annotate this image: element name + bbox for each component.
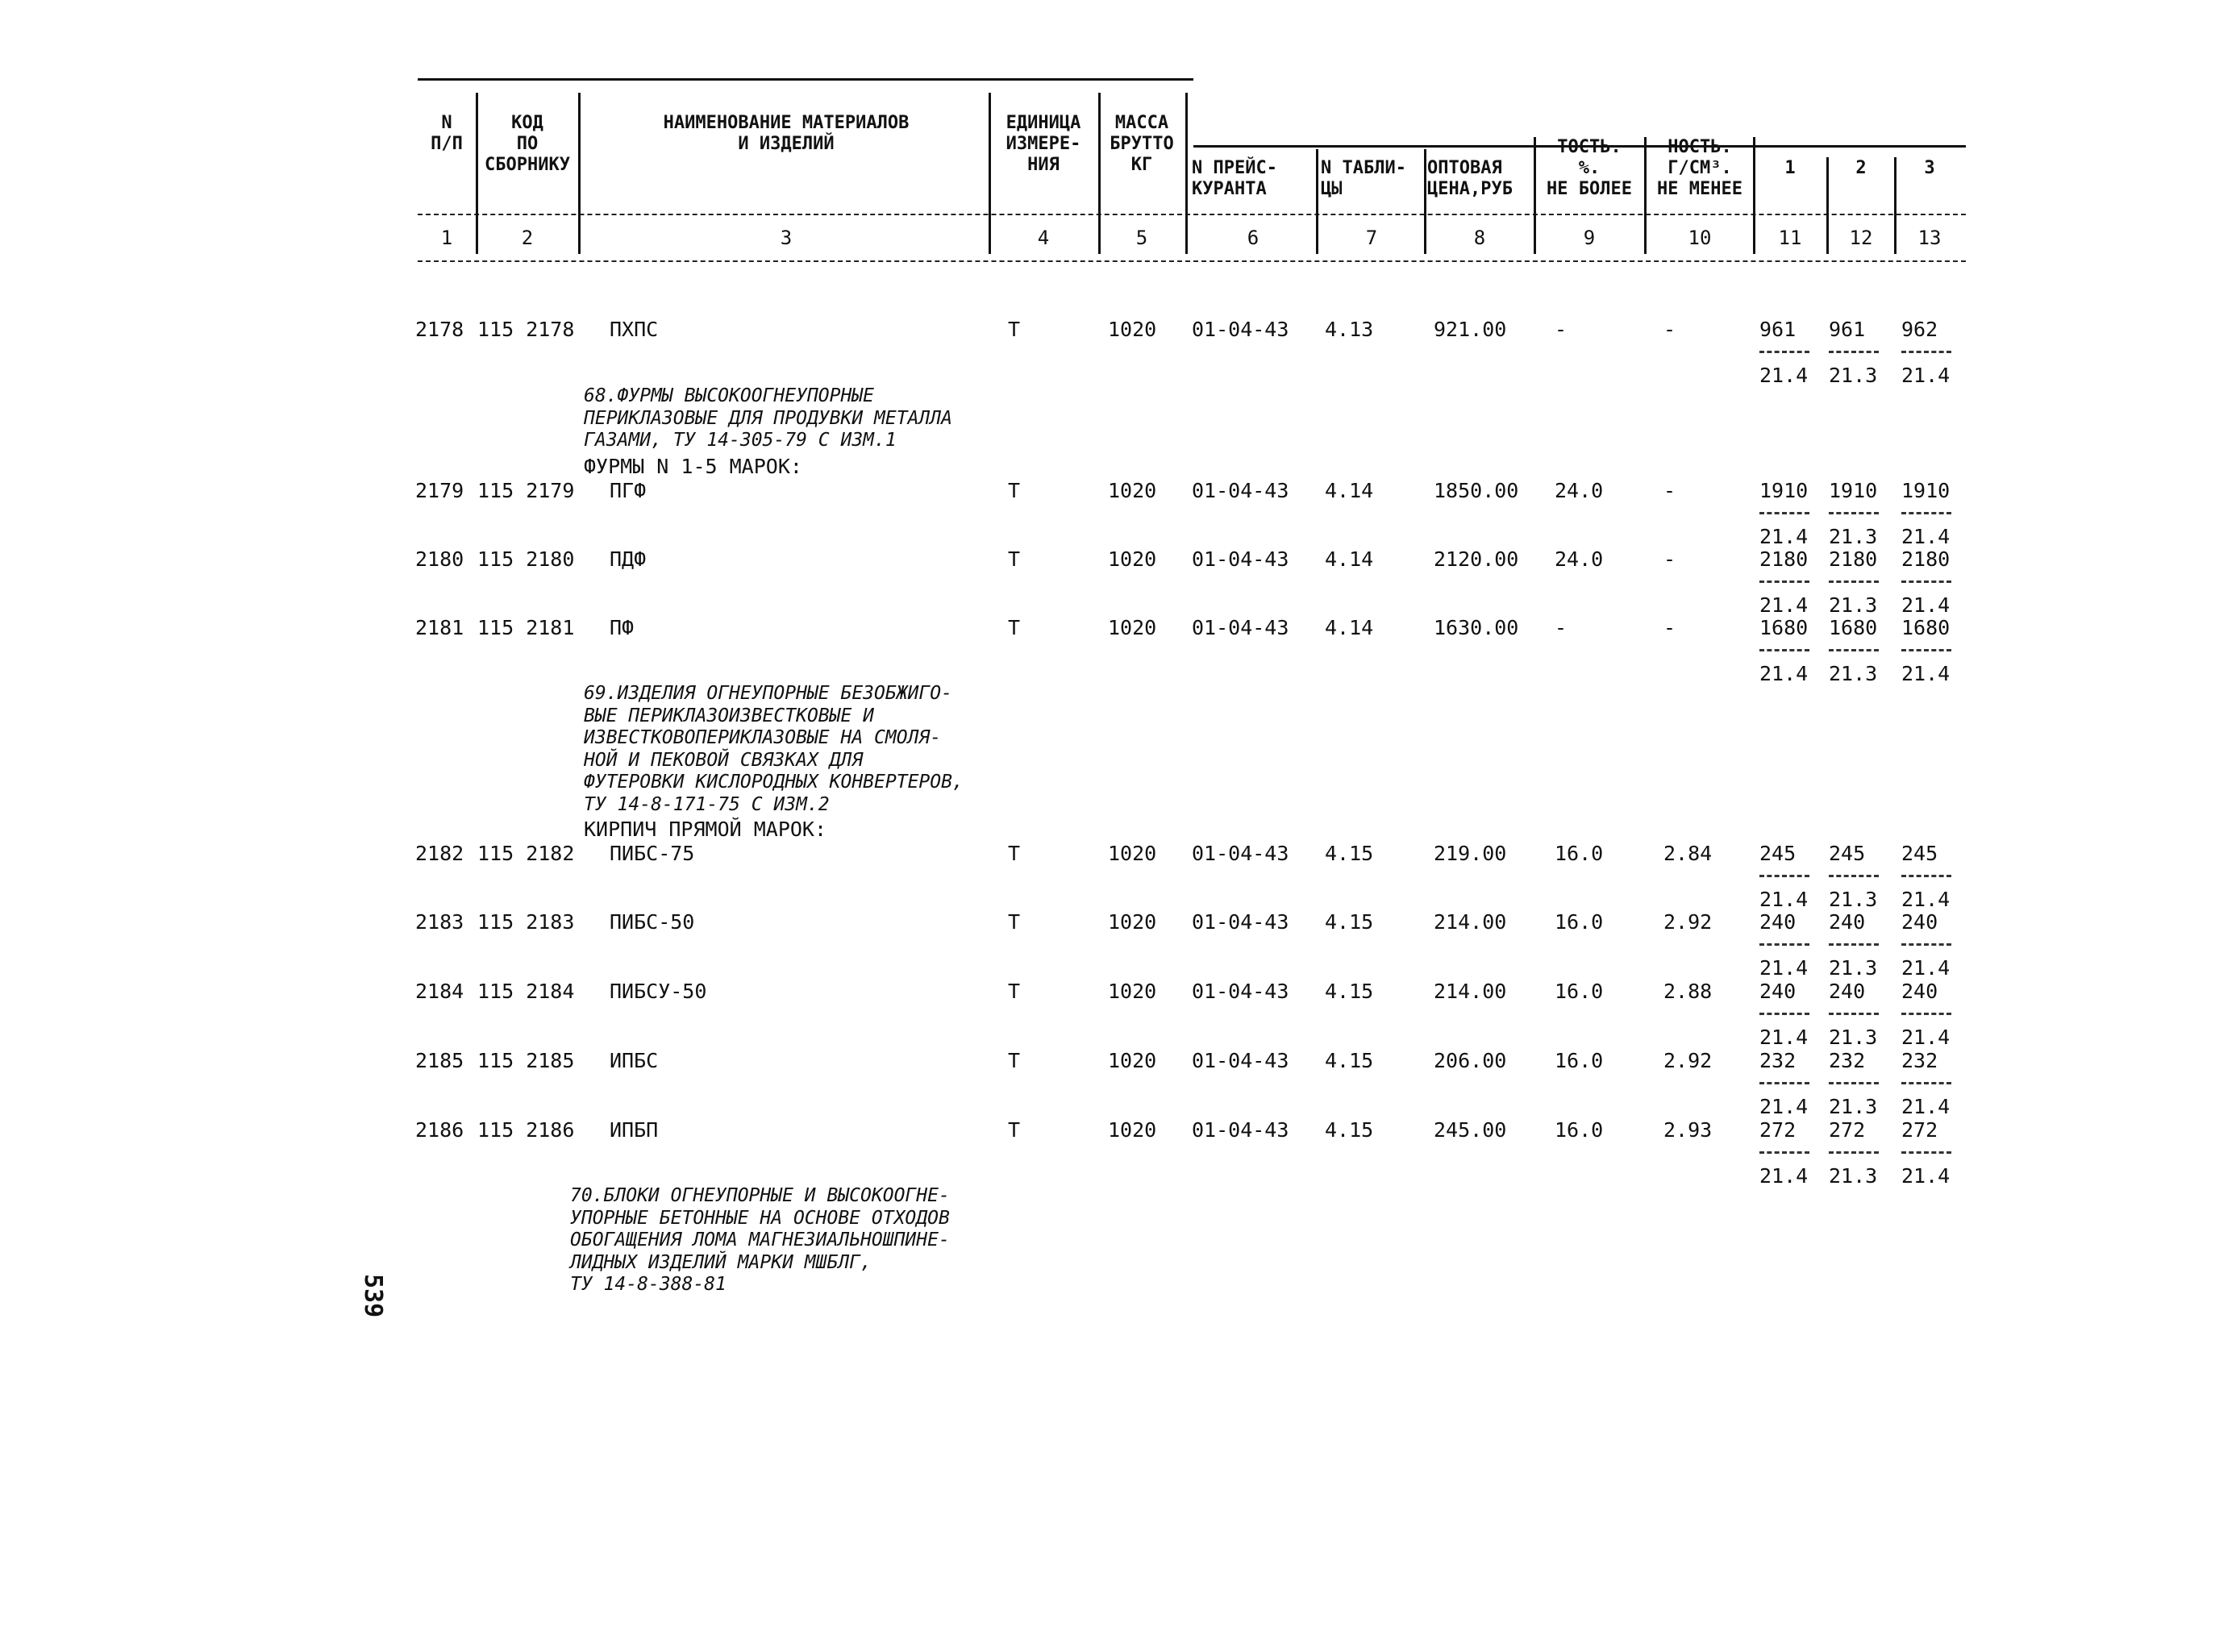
row-unit: Т [1008, 980, 1021, 1003]
col-divider [476, 93, 478, 254]
row-denominator-2: 21.3 [1829, 593, 1878, 617]
row-mass: 1020 [1108, 1118, 1157, 1142]
col-divider [1826, 157, 1829, 254]
fraction-line [1829, 1013, 1879, 1015]
header-col-5: МАССА БРУТТО КГ [1110, 113, 1174, 175]
row-table: 4.15 [1325, 1049, 1374, 1072]
row-price-list: 01-04-43 [1192, 547, 1289, 571]
row-value-3: 1910 [1901, 479, 1951, 502]
row-denominator-2: 21.3 [1829, 956, 1878, 980]
row-mass: 1020 [1108, 1049, 1157, 1072]
col-divider [1644, 137, 1647, 254]
row-price-list: 01-04-43 [1192, 1049, 1289, 1072]
fraction-line [1759, 875, 1809, 877]
row-unit: Т [1008, 1118, 1021, 1142]
row-denominator-3: 21.4 [1901, 956, 1951, 980]
row-denominator-3: 21.4 [1901, 1164, 1951, 1188]
row-value-3: 1680 [1901, 616, 1951, 639]
row-denominator-2: 21.3 [1829, 1164, 1878, 1188]
row-name: ПДФ [610, 547, 647, 571]
row-unit: Т [1008, 547, 1021, 571]
row-col10: - [1663, 547, 1676, 571]
row-denominator-3: 21.4 [1901, 364, 1951, 387]
col-divider [1753, 137, 1755, 254]
row-col10: 2.84 [1663, 842, 1713, 865]
row-mass: 1020 [1108, 842, 1157, 865]
row-col10: 2.93 [1663, 1118, 1713, 1142]
header-bottom-rule [418, 260, 1966, 262]
row-value-3: 272 [1901, 1118, 1938, 1142]
row-name: ИПБП [610, 1118, 659, 1142]
row-value-3: 245 [1901, 842, 1938, 865]
header-col-6: N ПРЕЙС- КУРАНТА [1192, 158, 1277, 199]
row-value-2: 232 [1829, 1049, 1866, 1072]
column-number: 8 [1473, 227, 1486, 249]
row-value-1: 232 [1759, 1049, 1797, 1072]
row-table: 4.14 [1325, 547, 1374, 571]
header-col-13: 3 [1924, 158, 1935, 178]
row-denominator-3: 21.4 [1901, 662, 1951, 685]
row-denominator-2: 21.3 [1829, 1095, 1878, 1118]
row-price: 1850.00 [1434, 479, 1519, 502]
column-number: 2 [521, 227, 534, 249]
col-divider [989, 93, 991, 254]
row-value-3: 240 [1901, 980, 1938, 1003]
column-number: 13 [1917, 227, 1942, 249]
row-table: 4.15 [1325, 910, 1374, 934]
row-name: ИПБС [610, 1049, 659, 1072]
row-col9: 24.0 [1555, 547, 1604, 571]
row-denominator-1: 21.4 [1759, 1164, 1809, 1188]
row-name: ПИБС-75 [610, 842, 695, 865]
fraction-line [1829, 351, 1879, 353]
row-value-1: 245 [1759, 842, 1797, 865]
col-divider [1534, 137, 1536, 254]
row-price: 219.00 [1434, 842, 1507, 865]
header-col-1: N П/П [431, 113, 463, 154]
fraction-line [1759, 943, 1809, 946]
fraction-line [1901, 351, 1951, 353]
row-table: 4.14 [1325, 616, 1374, 639]
row-col9: 16.0 [1555, 910, 1604, 934]
row-table: 4.14 [1325, 479, 1374, 502]
row-denominator-1: 21.4 [1759, 888, 1809, 911]
row-denominator-2: 21.3 [1829, 364, 1878, 387]
row-value-3: 2180 [1901, 547, 1951, 571]
row-value-2: 1680 [1829, 616, 1878, 639]
row-denominator-2: 21.3 [1829, 888, 1878, 911]
row-value-2: 240 [1829, 980, 1866, 1003]
header-col-2: КОД ПО СБОРНИКУ [485, 113, 570, 175]
fraction-line [1829, 875, 1879, 877]
fraction-line [1829, 1082, 1879, 1084]
row-denominator-1: 21.4 [1759, 1026, 1809, 1049]
row-mass: 1020 [1108, 318, 1157, 341]
row-table: 4.15 [1325, 842, 1374, 865]
fraction-line [1829, 943, 1879, 946]
row-col10: 2.92 [1663, 910, 1713, 934]
row-price-list: 01-04-43 [1192, 1118, 1289, 1142]
row-code: 115 2179 [477, 479, 575, 502]
fraction-line [1901, 512, 1951, 514]
row-col9: - [1555, 318, 1568, 341]
row-price: 214.00 [1434, 910, 1507, 934]
fraction-line [1829, 649, 1879, 651]
row-denominator-3: 21.4 [1901, 1026, 1951, 1049]
row-price-list: 01-04-43 [1192, 842, 1289, 865]
row-denominator-3: 21.4 [1901, 888, 1951, 911]
row-price-list: 01-04-43 [1192, 479, 1289, 502]
row-price-list: 01-04-43 [1192, 616, 1289, 639]
row-number: 2186 [415, 1118, 464, 1142]
row-col10: - [1663, 616, 1676, 639]
row-price: 2120.00 [1434, 547, 1519, 571]
fraction-line [1759, 1151, 1809, 1154]
row-col10: 2.88 [1663, 980, 1713, 1003]
row-number: 2185 [415, 1049, 464, 1072]
row-mass: 1020 [1108, 479, 1157, 502]
row-value-2: 245 [1829, 842, 1866, 865]
row-price-list: 01-04-43 [1192, 910, 1289, 934]
col-divider [578, 93, 581, 254]
row-price-list: 01-04-43 [1192, 980, 1289, 1003]
fraction-line [1759, 351, 1809, 353]
column-number: 12 [1849, 227, 1873, 249]
row-number: 2181 [415, 616, 464, 639]
row-code: 115 2178 [477, 318, 575, 341]
row-name: ПФ [610, 616, 635, 639]
row-price: 921.00 [1434, 318, 1507, 341]
column-number: 6 [1247, 227, 1259, 249]
row-code: 115 2180 [477, 547, 575, 571]
row-code: 115 2186 [477, 1118, 575, 1142]
row-unit: Т [1008, 1049, 1021, 1072]
row-price: 245.00 [1434, 1118, 1507, 1142]
row-col9: 16.0 [1555, 1118, 1604, 1142]
column-number: 3 [780, 227, 793, 249]
row-number: 2180 [415, 547, 464, 571]
header-col-4: ЕДИНИЦА ИЗМЕРЕ- НИЯ [1006, 113, 1081, 175]
row-unit: Т [1008, 616, 1021, 639]
col-divider [1185, 93, 1188, 254]
fraction-line [1829, 580, 1879, 583]
row-value-1: 240 [1759, 980, 1797, 1003]
header-col-10: НОСТЬ. Г/СМ³. НЕ МЕНЕЕ [1657, 137, 1742, 199]
column-number: 7 [1365, 227, 1378, 249]
fraction-line [1901, 943, 1951, 946]
row-number: 2182 [415, 842, 464, 865]
row-unit: Т [1008, 910, 1021, 934]
row-col9: 16.0 [1555, 842, 1604, 865]
fraction-line [1759, 649, 1809, 651]
header-col-12: 2 [1855, 158, 1867, 178]
row-number: 2179 [415, 479, 464, 502]
row-number: 2178 [415, 318, 464, 341]
fraction-line [1901, 1151, 1951, 1154]
row-table: 4.15 [1325, 980, 1374, 1003]
row-col9: 16.0 [1555, 980, 1604, 1003]
col-divider [1424, 149, 1426, 254]
row-value-2: 1910 [1829, 479, 1878, 502]
fraction-line [1759, 580, 1809, 583]
row-value-1: 1680 [1759, 616, 1809, 639]
header-col-11: 1 [1784, 158, 1796, 178]
row-name: ПИБСУ-50 [610, 980, 707, 1003]
row-number: 2184 [415, 980, 464, 1003]
section-68-title: 68.ФУРМЫ ВЫСОКООГНЕУПОРНЫЕ ПЕРИКЛАЗОВЫЕ ДЛЯ ПРОДУВКИ МЕТАЛЛА ГАЗАМИ, ТУ 14-305-79 С ИЗМ.1 [584, 385, 952, 451]
row-price-list: 01-04-43 [1192, 318, 1289, 341]
row-denominator-1: 21.4 [1759, 593, 1809, 617]
row-denominator-1: 21.4 [1759, 1095, 1809, 1118]
row-denominator-3: 21.4 [1901, 525, 1951, 548]
row-denominator-3: 21.4 [1901, 593, 1951, 617]
row-value-1: 240 [1759, 910, 1797, 934]
row-value-2: 272 [1829, 1118, 1866, 1142]
page-number: 539 [359, 1274, 387, 1318]
section-68-subtitle: ФУРМЫ N 1-5 МАРОК: [584, 455, 802, 478]
row-table: 4.13 [1325, 318, 1374, 341]
row-number: 2183 [415, 910, 464, 934]
row-code: 115 2185 [477, 1049, 575, 1072]
header-col-3: НАИМЕНОВАНИЕ МАТЕРИАЛОВ И ИЗДЕЛИЙ [663, 113, 910, 154]
section-69-title: 69.ИЗДЕЛИЯ ОГНЕУПОРНЫЕ БЕЗОБЖИГО- ВЫЕ ПЕРИКЛАЗОИЗВЕСТКОВЫЕ И ИЗВЕСТКОВОПЕРИКЛАЗОВЫЕ НА СМОЛЯ- НОЙ И ПЕКОВОЙ СВЯЗКАХ ДЛЯ ФУТЕРОВКИ КИСЛОРОДНЫХ КОНВЕРТЕРОВ, ТУ 14-8-171-75 С ИЗМ.2 [584, 683, 964, 815]
fraction-line [1829, 512, 1879, 514]
row-code: 115 2184 [477, 980, 575, 1003]
row-unit: Т [1008, 318, 1021, 341]
row-value-1: 1910 [1759, 479, 1809, 502]
row-unit: Т [1008, 842, 1021, 865]
row-denominator-3: 21.4 [1901, 1095, 1951, 1118]
row-value-2: 961 [1829, 318, 1866, 341]
row-denominator-1: 21.4 [1759, 956, 1809, 980]
row-value-1: 272 [1759, 1118, 1797, 1142]
row-unit: Т [1008, 479, 1021, 502]
row-col9: 16.0 [1555, 1049, 1604, 1072]
column-number: 11 [1778, 227, 1802, 249]
row-col9: 24.0 [1555, 479, 1604, 502]
row-mass: 1020 [1108, 616, 1157, 639]
row-price: 1630.00 [1434, 616, 1519, 639]
row-name: ПИБС-50 [610, 910, 695, 934]
row-denominator-1: 21.4 [1759, 364, 1809, 387]
header-col-7: N ТАБЛИ- ЦЫ [1321, 158, 1406, 199]
row-value-2: 2180 [1829, 547, 1878, 571]
row-col9: - [1555, 616, 1568, 639]
row-value-2: 240 [1829, 910, 1866, 934]
row-value-1: 2180 [1759, 547, 1809, 571]
row-value-3: 232 [1901, 1049, 1938, 1072]
col-divider [1098, 93, 1101, 254]
col-divider [1316, 149, 1318, 254]
row-col10: - [1663, 318, 1676, 341]
row-code: 115 2181 [477, 616, 575, 639]
column-number: 9 [1583, 227, 1596, 249]
row-code: 115 2182 [477, 842, 575, 865]
fraction-line [1901, 1013, 1951, 1015]
fraction-line [1759, 1082, 1809, 1084]
row-value-3: 962 [1901, 318, 1938, 341]
row-denominator-1: 21.4 [1759, 525, 1809, 548]
row-mass: 1020 [1108, 547, 1157, 571]
column-number: 1 [440, 227, 453, 249]
fraction-line [1901, 1082, 1951, 1084]
section-70-title: 70.БЛОКИ ОГНЕУПОРНЫЕ И ВЫСОКООГНЕ- УПОРНЫЕ БЕТОННЫЕ НА ОСНОВЕ ОТХОДОВ ОБОГАЩЕНИЯ ЛОМА МАГНЕЗИАЛЬНОШПИНЕ- ЛИДНЫХ ИЗДЕЛИЙ МАРКИ МШБЛГ, ТУ 14-8-388-81 [570, 1185, 950, 1295]
row-name: ПГФ [610, 479, 647, 502]
header-col-8: ОПТОВАЯ ЦЕНА,РУБ [1427, 158, 1513, 199]
column-number: 5 [1135, 227, 1148, 249]
row-denominator-2: 21.3 [1829, 662, 1878, 685]
row-denominator-2: 21.3 [1829, 1026, 1878, 1049]
row-col10: - [1663, 479, 1676, 502]
row-value-1: 961 [1759, 318, 1797, 341]
row-mass: 1020 [1108, 980, 1157, 1003]
fraction-line [1759, 1013, 1809, 1015]
row-code: 115 2183 [477, 910, 575, 934]
row-col10: 2.92 [1663, 1049, 1713, 1072]
row-mass: 1020 [1108, 910, 1157, 934]
row-table: 4.15 [1325, 1118, 1374, 1142]
column-number: 4 [1037, 227, 1050, 249]
row-value-3: 240 [1901, 910, 1938, 934]
header-mid-rule [418, 214, 1966, 215]
fraction-line [1901, 649, 1951, 651]
row-price: 214.00 [1434, 980, 1507, 1003]
row-denominator-1: 21.4 [1759, 662, 1809, 685]
header-top-rule [418, 78, 1193, 81]
row-price: 206.00 [1434, 1049, 1507, 1072]
fraction-line [1759, 512, 1809, 514]
fraction-line [1901, 875, 1951, 877]
section-69-subtitle: КИРПИЧ ПРЯМОЙ МАРОК: [584, 818, 827, 841]
row-denominator-2: 21.3 [1829, 525, 1878, 548]
column-number: 10 [1688, 227, 1712, 249]
fraction-line [1829, 1151, 1879, 1154]
col-divider [1894, 157, 1897, 254]
row-name: ПХПС [610, 318, 659, 341]
fraction-line [1901, 580, 1951, 583]
header-col-9: ТОСТЬ. %. НЕ БОЛЕЕ [1547, 137, 1632, 199]
